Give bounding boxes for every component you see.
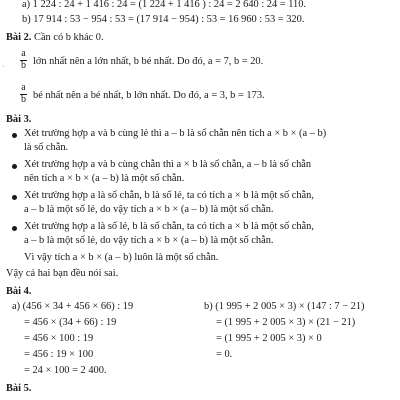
- bai4-a-line5: = 24 × 100 = 2 400.: [24, 365, 107, 376]
- bullet-icon: [12, 195, 17, 200]
- bai1-line-a: a) 1 224 : 24 + 1 416 : 24 = (1 224 + 1 416 ) : 24 = 2 640 : 24 = 110.: [22, 0, 307, 10]
- bai2-heading: Bài 2.: [6, 32, 32, 43]
- fraction-a-over-b-1: [20, 49, 27, 71]
- bai2-title: [6, 31, 104, 45]
- bai4-a-line1: a) (456 × 34 + 456 × 66) : 19: [12, 301, 134, 312]
- bai3-bullet1-line2: là số chẵn.: [24, 142, 69, 153]
- bai4-b-line4: = 0.: [216, 349, 233, 360]
- bai4-a-line2: = 456 × (34 + 66) : 19: [24, 317, 117, 328]
- bai5-heading: Bài 5.: [6, 383, 32, 394]
- bai2-intro: Cần có b khác 0.: [34, 32, 104, 43]
- bai3-bullet1-line1: Xét trường hợp a và b cùng lẻ thì a – b là số chẵn nên tích a × b × (a – b): [24, 128, 327, 139]
- bai3-conclusion-2: Vậy cả hai bạn đều nói sai.: [6, 268, 119, 279]
- fraction-denominator: b: [21, 93, 26, 105]
- bai2-text-2: bé nhất nên a bé nhất, b lớn nhất. Do đó, a = 3, b = 173.: [33, 90, 265, 101]
- fraction-numerator: a: [21, 48, 26, 59]
- bai4-b-line3: = (1 995 + 2 005 × 3) × 0: [216, 333, 322, 344]
- bai1-line-b: b) 17 914 : 53 − 954 : 53 = (17 914 − 954) : 53 = 16 960 : 53 = 320.: [22, 14, 305, 25]
- bullet-icon: [12, 133, 17, 138]
- bai4-a-line3: = 456 × 100 : 19: [24, 333, 94, 344]
- margin-mark: ·: [2, 62, 5, 71]
- fraction-numerator: a: [21, 82, 26, 93]
- bai3-bullet2-line1: Xét trường hợp a và b cùng chẵn thì a × b là số chẵn, a – b là số chẵn: [24, 159, 312, 170]
- bullet-icon: [12, 164, 17, 169]
- bai3-conclusion-1: Vì vậy tích a × b × (a – b) luôn là một số chẵn.: [24, 252, 219, 263]
- bai2-text-1: lớn nhất nên a lớn nhất, b bé nhất. Do đó, a = 7, b = 20.: [33, 56, 264, 67]
- bai3-heading: Bài 3.: [6, 114, 32, 125]
- fraction-denominator: b: [21, 59, 26, 71]
- bai3-bullet4-line1: Xét trường hợp a là số lẻ, b là số chẵn, ta có tích a × b là một số chẵn,: [24, 221, 314, 232]
- bai4-heading: Bài 4.: [6, 286, 32, 297]
- bai3-bullet3-line1: Xét trường hợp a là số chẵn, b là số lẻ, ta có tích a × b là một số chẵn,: [24, 190, 314, 201]
- bai3-bullet3-line2: a – b là một số lẻ, do vậy tích a × b × (a – b) là một số chẵn.: [24, 204, 274, 215]
- bullet-icon: [12, 226, 17, 231]
- fraction-a-over-b-2: [20, 83, 27, 105]
- bai4-b-line2: = (1 995 + 2 005 × 3) × (21 − 21): [216, 317, 356, 328]
- bai4-a-line4: = 456 : 19 × 100: [24, 349, 94, 360]
- bai3-bullet2-line2: nên tích a × b × (a – b) là một số chẵn.: [24, 173, 185, 184]
- bai3-bullet4-line2: a – b là một số lẻ, do vậy tích a × b × (a – b) là một số chẵn.: [24, 235, 274, 246]
- bai4-b-line1: b) (1 995 + 2 005 × 3) × (147 : 7 − 21): [204, 301, 365, 312]
